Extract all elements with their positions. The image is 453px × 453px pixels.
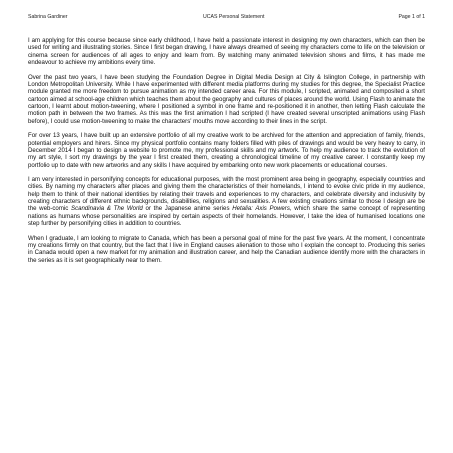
paragraph-future-plans: When I graduate, I am looking to migrate to Canada, which has been a personal goal of mine for the past five years. At the moment, I concentrate my creations firmly on that country, but the fact that I live in England causes alienation to those who I explain the concept to. Producing this series in Canada would open a new market for my animation and illustration career, and help the Canadian audience identify more with the characters in the series as it is set geographically near to them.: [28, 234, 425, 264]
paragraph-motivation: I am applying for this course because since early childhood, I have held a passionate interest in designing my own characters, which can then be used for writing and illustrating stories. Since I first began drawing, I have always dreamed of seeing my characters come to life on the television or cinema screen for audiences of all ages to enjoy and learn from. By watching many animated television shows and films, it has made me endeavour to achieve my ambitions every time.: [28, 37, 425, 67]
paragraph-portfolio: For over 13 years, I have built up an extensive portfolio of all my creative work to be archived for the attention and appreciation of family, friends, potential employers and hirers. Since my physical portfolio contains many folders filled with piles of drawings and would be very heavy to carry, in December 2014 I began to design a website to promote me, my professional skills and my artwork. To help my audience to track the evolution of my art style, I sort my drawings by the year I first created them, creating a chronological timeline of my creative career. I constantly keep my portfolio up to date with new artworks and any skills I have acquired by embarking onto new work placements or educational courses.: [28, 132, 425, 169]
anime-title: Hetalia: Axis Powers: [232, 205, 290, 213]
header-title: UCAS Personal Statement: [203, 14, 265, 20]
paragraph-personification-text-3: , which share the same concept of representing nations as humans whose personalities are inspired by certain aspects of their homelands. However, I take the idea of humanised locations one step further by personifying cities in addition to countries.: [28, 205, 426, 228]
header-page-number: Page 1 of 1: [398, 14, 425, 20]
page-header: [28, 14, 425, 24]
paragraph-personification-text-2: or the Japanese anime series: [142, 205, 233, 213]
header-author: Sabrina Gardiner: [28, 14, 68, 20]
paragraph-foundation-degree: Over the past two years, I have been studying the Foundation Degree in Digital Media Design at City & Islington College, in partnership with London Metropolitan University. While I have experimented with different media platforms during my studies for this degree, the Specialist Practice module granted me more freedom to pursue animation as my intended career area. For this module, I scripted, animated and composited a short cartoon aimed at school-age children which teaches them about the geography and cultures of places around the world. Using Flash to animate the cartoon, I learnt about motion-tweening, where I positioned a symbol in one frame and re-positioned it in another, then letting Flash calculate the motion path in between the two frames. As this was the first animation I had scripted (I have created several unscripted animations using Flash before), I could use motion-tweening to make the characters' mouths move according to their lines in the script.: [28, 73, 426, 125]
paragraph-personification-text-1: I am very interested in personifying concepts for educational purposes, with the most prominent area being in geography, especially countries and cities. By naming my characters after places and giving them the characteristics of their homelands, I intend to evoke civic pride in my audience, help them to think of their national identities by relating their travels and experiences to my characters, and celebrate diversity and inclusivity by creating characters of different ethnic backgrounds, disabilities, religions and sexualities. A few existing creations similar to those I design are be the web-comic: [28, 176, 425, 213]
webcomic-title: Scandinavia & The World: [71, 205, 143, 213]
statement-body: [28, 37, 425, 271]
paragraph-personification: [28, 176, 425, 227]
